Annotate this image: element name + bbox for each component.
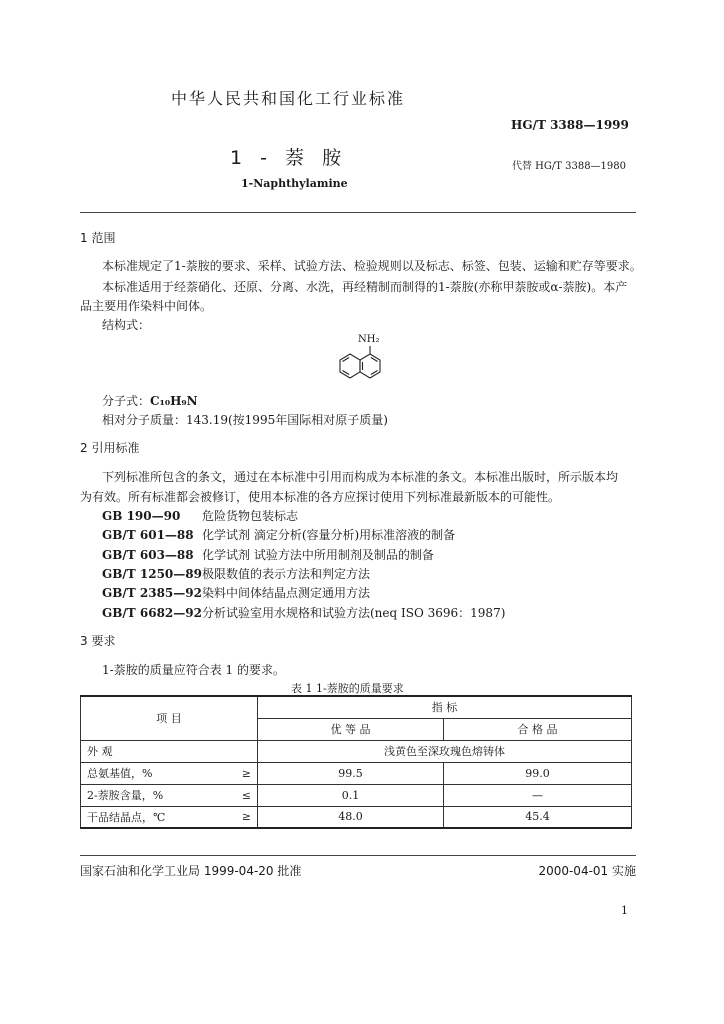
reference-code: GB/T 2385—92 <box>102 586 202 600</box>
header-excellent-grade: 优 等 品 <box>258 718 444 740</box>
applicability-paragraph-line2: 品主要用作染料中间体。 <box>80 299 213 313</box>
reference-code: GB 190—90 <box>102 509 181 523</box>
quality-requirements-table <box>80 695 632 829</box>
table-row <box>81 740 632 762</box>
requirements-paragraph: 1-萘胺的质量应符合表 1 的要求。 <box>102 663 285 677</box>
molecular-formula <box>102 392 198 409</box>
reference-code: GB/T 603—88 <box>102 548 194 562</box>
section-1-heading: 1 范围 <box>80 231 116 245</box>
row-value-excellent: 48.0 <box>258 806 444 828</box>
header-qualified-grade: 合 格 品 <box>444 718 632 740</box>
row-comparison-symbol: ≤ <box>234 784 258 806</box>
normative-intro-line2: 为有效。所有标准都会被修订，使用本标准的各方应探讨使用下列标准最新版本的可能性。 <box>80 490 561 504</box>
table-row <box>81 784 632 806</box>
reference-item <box>102 526 455 543</box>
structure-label: 结构式： <box>102 318 151 332</box>
implementation-date: 2000-04-01 实施 <box>538 864 636 878</box>
reference-title: 极限数值的表示方法和判定方法 <box>202 567 371 581</box>
applicability-paragraph-line1: 本标准适用于经萘硝化、还原、分离、水洗，再经精制而制得的1-萘胺(亦称甲萘胺或α-萘胺)。本产 <box>102 280 628 294</box>
scope-paragraph: 本标准规定了1-萘胺的要求、采样、试验方法、检验规则以及标志、标签、包装、运输和贮存等要求。 <box>102 259 642 273</box>
table-row <box>81 806 632 828</box>
molecular-mass: 相对分子质量：143.19(按1995年国际相对原子质量) <box>102 413 388 427</box>
table-row <box>81 762 632 784</box>
footer-divider <box>80 855 636 856</box>
reference-code: GB/T 1250—89 <box>102 567 202 581</box>
standard-number: HG/T 3388—1999 <box>511 118 629 132</box>
reference-code: GB/T 6682—92 <box>102 606 202 620</box>
reference-title: 危险货物包装标志 <box>202 509 299 523</box>
reference-item <box>102 546 434 563</box>
row-item: 2-萘胺含量，% <box>81 784 234 806</box>
section-3-heading: 3 要求 <box>80 634 116 648</box>
header-divider <box>80 212 636 213</box>
reference-title: 染料中间体结晶点测定通用方法 <box>202 586 371 600</box>
row-value-qualified: 99.0 <box>444 762 632 784</box>
header-item: 项 目 <box>81 696 258 740</box>
reference-item <box>102 584 370 601</box>
row-value-excellent: 0.1 <box>258 784 444 806</box>
document-title: 1 - 萘 胺 <box>230 147 348 169</box>
document-title-english: 1-Naphthylamine <box>241 177 348 190</box>
reference-code: GB/T 601—88 <box>102 528 194 542</box>
row-comparison-symbol: ≥ <box>234 806 258 828</box>
reference-title: 分析试验室用水规格和试验方法(neq ISO 3696：1987) <box>202 606 506 620</box>
reference-item <box>102 507 298 524</box>
naphthalene-structure-diagram <box>328 345 384 389</box>
row-value-qualified: — <box>444 784 632 806</box>
table-caption: 表 1 1-萘胺的质量要求 <box>291 682 404 695</box>
row-comparison-symbol: ≥ <box>234 762 258 784</box>
formula-value: C₁₀H₉N <box>150 394 198 408</box>
reference-item <box>102 604 505 621</box>
normative-intro-line1: 下列标准所包含的条文，通过在本标准中引用而构成为本标准的条文。本标准出版时，所示版本均 <box>102 470 619 484</box>
amino-group-label: NH₂ <box>358 334 380 345</box>
reference-item <box>102 565 370 582</box>
row-value-qualified: 45.4 <box>444 806 632 828</box>
reference-title: 化学试剂 试验方法中所用制剂及制品的制备 <box>202 548 434 562</box>
reference-title: 化学试剂 滴定分析(容量分析)用标准溶液的制备 <box>202 528 456 542</box>
row-value-merged: 浅黄色至深玫瑰色熔铸体 <box>258 740 632 762</box>
formula-label: 分子式： <box>102 394 151 408</box>
page-number: 1 <box>621 904 628 917</box>
row-item: 外 观 <box>81 740 258 762</box>
replaces-standard: 代替 HG/T 3388—1980 <box>512 161 627 172</box>
row-item: 干品结晶点，℃ <box>81 806 234 828</box>
header-index: 指 标 <box>258 696 632 718</box>
approval-statement: 国家石油和化学工业局 1999-04-20 批准 <box>80 864 302 878</box>
section-2-heading: 2 引用标准 <box>80 441 140 455</box>
row-value-excellent: 99.5 <box>258 762 444 784</box>
row-item: 总氨基值，% <box>81 762 234 784</box>
issuing-body-title: 中华人民共和国化工行业标准 <box>171 89 406 108</box>
